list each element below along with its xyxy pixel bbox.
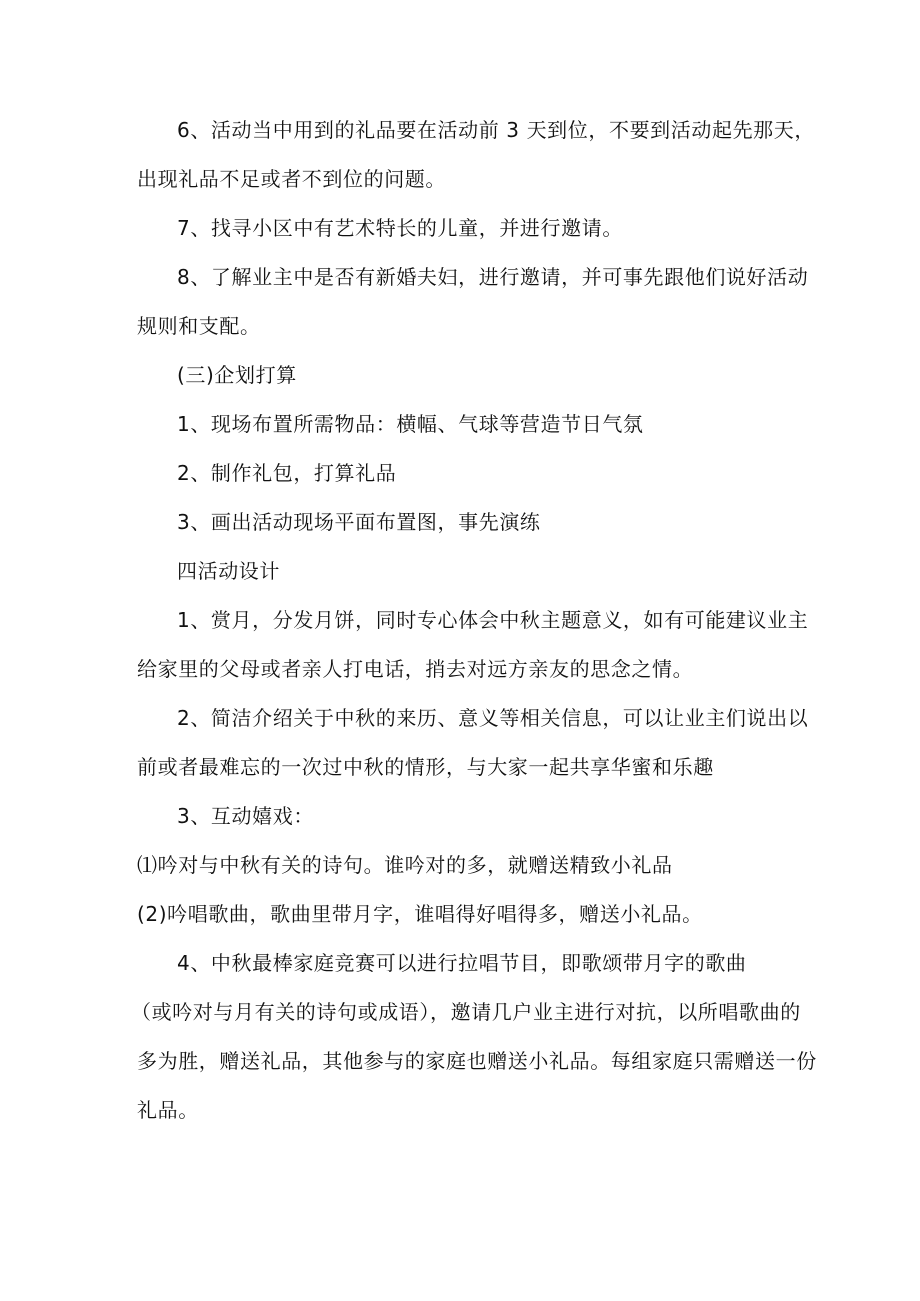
text-line: 7、找寻小区中有艺术特长的儿童，并进行邀请。: [177, 216, 623, 240]
design-item-2: [137, 706, 809, 779]
design-subitem-2: [137, 902, 809, 926]
paragraph-item-6: [137, 118, 815, 191]
text-line: 给家里的父母或者亲人打电话，捎去对远方亲友的思念之情。: [137, 657, 694, 681]
text-line: 3、互动嬉戏：: [177, 804, 314, 828]
design-subitem-1: [137, 853, 809, 877]
planning-item-2: [137, 461, 809, 485]
text-line: 3、画出活动现场平面布置图，事先演练: [177, 510, 541, 534]
section-heading-planning: [137, 363, 809, 387]
text-line: 6、活动当中用到的礼品要在活动前 3 天到位，不要到活动起先那天，: [177, 118, 815, 142]
paragraph-item-7: [137, 216, 809, 240]
design-item-1: [137, 608, 809, 681]
text-line: 规则和支配。: [137, 314, 261, 338]
text-line: 礼品。: [137, 1098, 199, 1122]
design-item-4: [131, 951, 817, 1122]
text-line: ⑴吟对与中秋有关的诗句。谁吟对的多，就赠送精致小礼品: [137, 853, 673, 877]
text-line: 2、制作礼包，打算礼品: [177, 461, 397, 485]
document-body: [131, 118, 817, 1147]
text-line: 出现礼品不足或者不到位的问题。: [137, 167, 446, 191]
text-line: (2)吟唱歌曲，歌曲里带月字，谁唱得好唱得多，赠送小礼品。: [137, 902, 703, 926]
planning-item-3: [137, 510, 809, 534]
paragraph-item-8: [137, 265, 809, 338]
text-line: 8、了解业主中是否有新婚夫妇，进行邀请，并可事先跟他们说好活动: [177, 265, 809, 289]
text-line: 4、中秋最棒家庭竞赛可以进行拉唱节目，即歌颂带月字的歌曲: [177, 951, 747, 975]
text-line: (三)企划打算: [177, 363, 297, 387]
text-line: 多为胜，赠送礼品，其他参与的家庭也赠送小礼品。每组家庭只需赠送一份: [137, 1049, 817, 1073]
text-line: （或吟对与月有关的诗句或成语），邀请几户业主进行对抗，以所唱歌曲的: [131, 1000, 801, 1024]
text-line: 2、简洁介绍关于中秋的来历、意义等相关信息，可以让业主们说出以: [177, 706, 809, 730]
text-line: 1、现场布置所需物品：横幅、气球等营造节日气氛: [177, 412, 644, 436]
section-heading-activity-design: [137, 559, 809, 583]
planning-item-1: [137, 412, 809, 436]
text-line: 四活动设计: [177, 559, 280, 583]
text-line: 1、赏月，分发月饼，同时专心体会中秋主题意义，如有可能建议业主: [177, 608, 809, 632]
text-line: 前或者最难忘的一次过中秋的情形，与大家一起共享华蜜和乐趣: [137, 755, 714, 779]
design-item-3: [137, 804, 809, 828]
